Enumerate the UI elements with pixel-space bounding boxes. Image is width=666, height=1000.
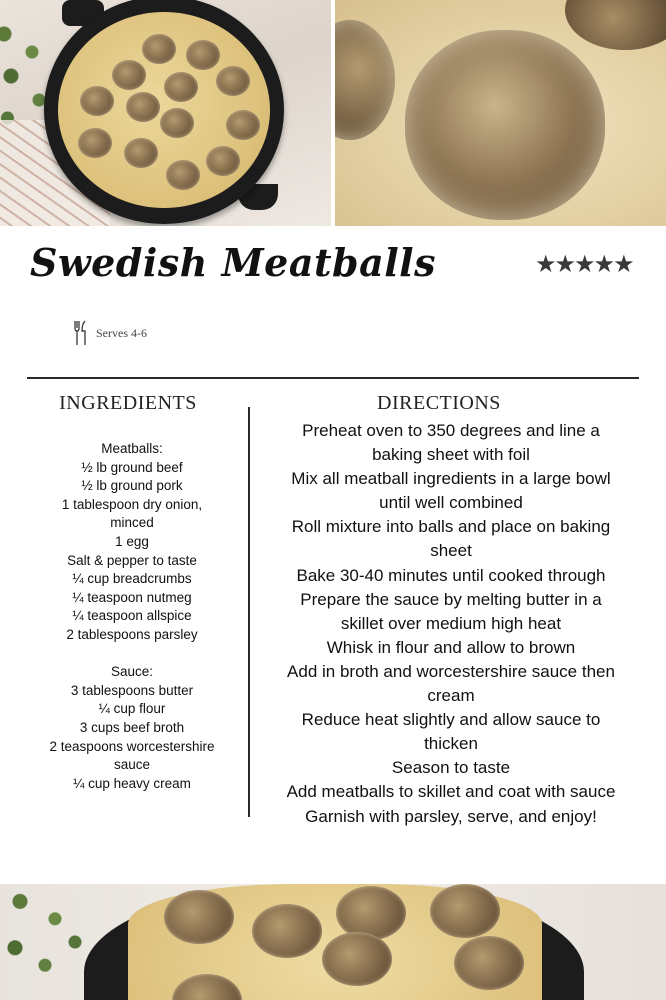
ingredient-item: minced <box>110 515 154 531</box>
direction-line: Prepare the sauce by melting butter in a <box>300 589 602 609</box>
ingredient-item: ¼ cup heavy cream <box>73 775 191 791</box>
direction-line: Mix all meatball ingredients in a large bowl <box>291 469 611 489</box>
direction-line: sheet <box>430 541 472 561</box>
meatball <box>164 72 198 102</box>
ingredient-item: 1 egg <box>115 533 149 549</box>
meatball <box>565 0 666 50</box>
ingredient-item: Salt & pepper to taste <box>67 552 197 568</box>
sauce-label: Sauce: <box>110 664 154 680</box>
direction-line: Preheat oven to 350 degrees and line a <box>302 421 600 440</box>
ingredients-list <box>28 440 236 793</box>
ingredient-item: ¼ cup breadcrumbs <box>72 571 192 587</box>
meatball <box>206 146 240 176</box>
utensils-icon <box>74 320 88 346</box>
ingredient-item: sauce <box>113 757 151 773</box>
meatball-closeup-photo <box>335 0 666 226</box>
recipe-title: Swedish Meatballs <box>30 240 436 285</box>
meatball <box>166 160 200 190</box>
meatball <box>252 904 322 958</box>
ingredient-item: ½ lb ground pork <box>81 478 183 494</box>
meatball <box>430 884 500 938</box>
meatball <box>124 138 158 168</box>
direction-line: Whisk in flour and allow to brown <box>326 637 576 657</box>
directions-list <box>256 419 646 829</box>
meatball <box>78 128 112 158</box>
meatball <box>112 60 146 90</box>
direction-line: until well combined <box>379 493 523 513</box>
list-spacer <box>28 645 236 664</box>
meatball <box>336 886 406 940</box>
ingredient-item: ¼ cup flour <box>98 701 166 717</box>
ingredients-heading: INGREDIENTS <box>59 392 197 414</box>
ingredient-item: 2 tablespoons parsley <box>66 626 198 642</box>
direction-line: Reduce heat slightly and allow sauce to <box>301 710 601 730</box>
direction-line: Season to taste <box>391 758 511 778</box>
meatball <box>216 66 250 96</box>
meatball <box>335 20 395 140</box>
ingredient-item: ¼ teaspoon nutmeg <box>72 589 192 605</box>
skillet-bottom-photo <box>0 884 666 1000</box>
ingredient-item: 3 cups beef broth <box>79 719 185 735</box>
direction-line: Bake 30-40 minutes until cooked through <box>296 565 606 585</box>
meatball <box>160 108 194 138</box>
direction-line: thicken <box>424 734 478 754</box>
directions-heading: DIRECTIONS <box>377 392 501 414</box>
ingredient-item: ½ lb ground beef <box>81 459 183 475</box>
ingredient-item: 3 tablespoons butter <box>70 682 194 698</box>
direction-line: cream <box>427 686 475 706</box>
direction-line: Roll mixture into balls and place on baking <box>291 517 611 537</box>
meatball <box>126 92 160 122</box>
column-divider <box>248 407 250 817</box>
meatball <box>226 110 260 140</box>
meatball <box>322 932 392 986</box>
meatball <box>454 936 524 990</box>
serves-text: Serves 4-6 <box>96 325 147 340</box>
skillet-meatballs-photo <box>0 0 331 226</box>
direction-line: Garnish with parsley, serve, and enjoy! <box>305 806 597 826</box>
serves-info <box>74 320 147 346</box>
meatball <box>142 34 176 64</box>
meatball <box>164 890 234 944</box>
ingredient-item: 1 tablespoon dry onion, <box>61 496 203 512</box>
direction-line: skillet over medium high heat <box>340 613 562 633</box>
meatball <box>405 30 605 220</box>
direction-line: baking sheet with foil <box>372 445 530 465</box>
direction-line: Add meatballs to skillet and coat with sauce <box>286 782 616 802</box>
meatball <box>186 40 220 70</box>
ingredient-item: 2 teaspoons worcestershire <box>49 738 215 754</box>
ingredient-item: ¼ teaspoon allspice <box>72 608 192 624</box>
rating-stars: ★★★★★ <box>535 250 633 278</box>
direction-line: Add in broth and worcestershire sauce then <box>287 661 615 681</box>
meatballs-label: Meatballs: <box>101 441 163 456</box>
meatball <box>80 86 114 116</box>
horizontal-divider <box>27 377 639 379</box>
